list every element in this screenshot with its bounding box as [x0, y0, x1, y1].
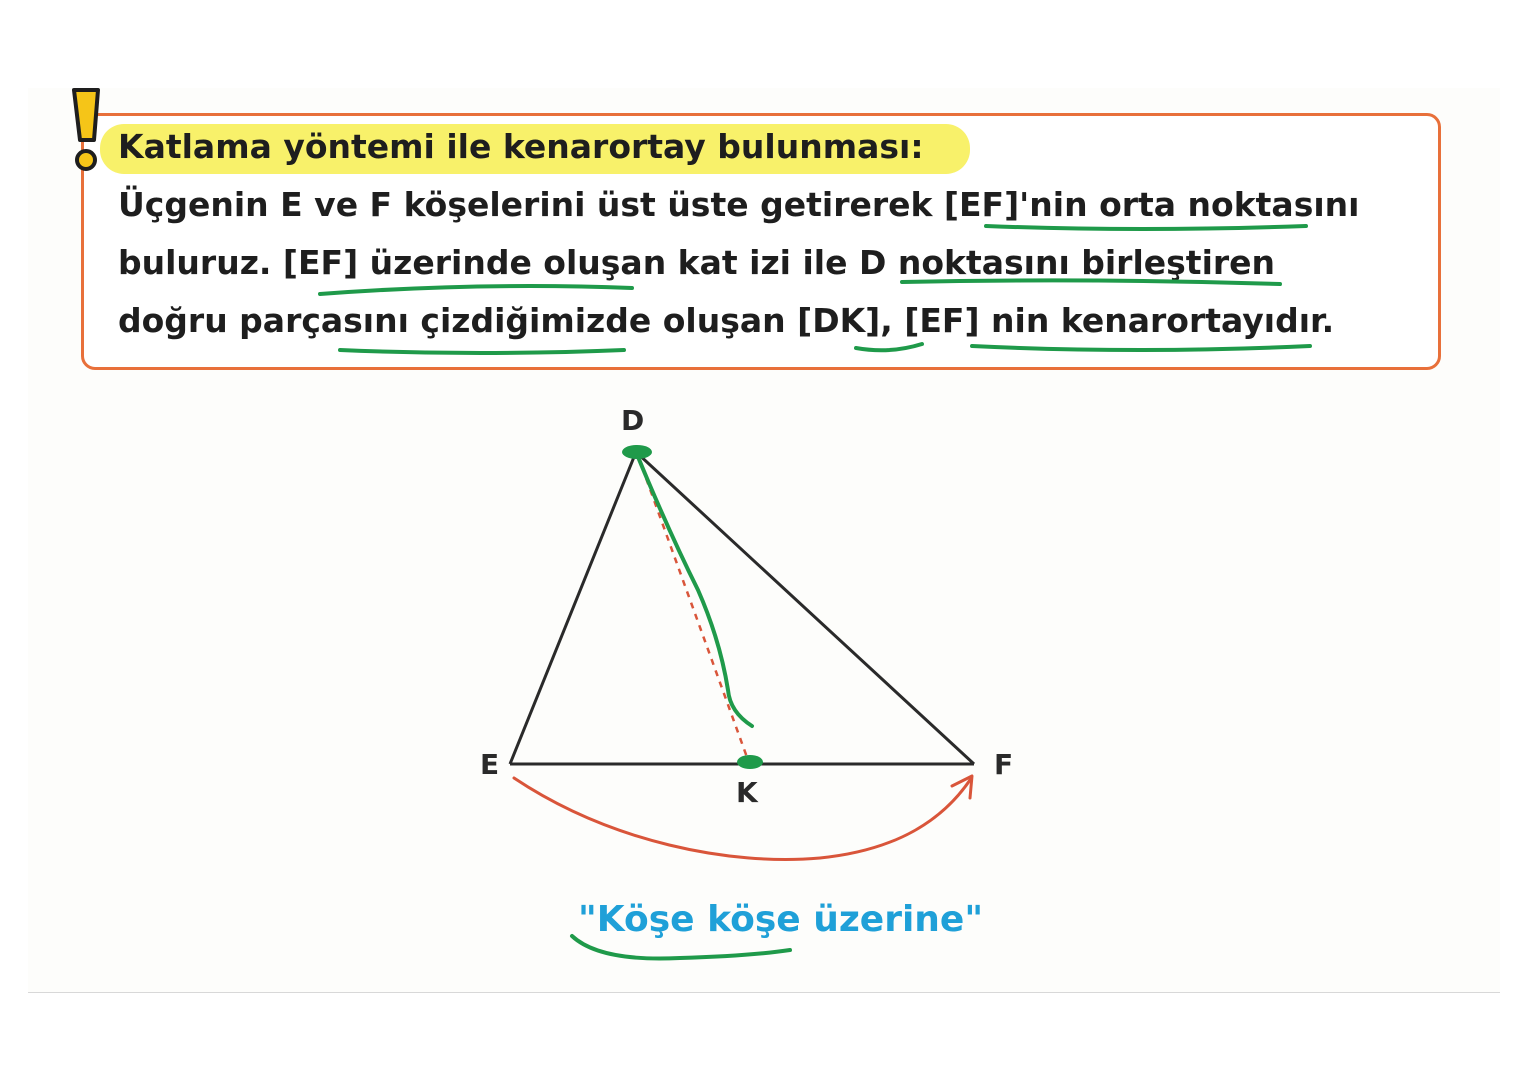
- side-df: [636, 452, 974, 764]
- label-e: E: [480, 748, 500, 781]
- exclamation-icon: [74, 90, 98, 169]
- info-heading: Katlama yöntemi ile kenarortay bulunması:: [118, 127, 924, 166]
- point-k-marker: [737, 755, 763, 769]
- underline-ef-uzerinde-olusan: [320, 286, 632, 294]
- info-line-1: Üçgenin E ve F köşelerini üst üste getirerek [EF]'nin orta noktasını: [118, 185, 1360, 224]
- underline-d-noktasini-birlestiren: [902, 280, 1280, 284]
- fold-caption: "Köşe köşe üzerine": [578, 899, 984, 940]
- underline-dogru-parcasini: [340, 350, 624, 353]
- info-line-3: doğru parçasını çizdiğimizde oluşan [DK], [EF] nin kenarortayıdır.: [118, 301, 1335, 340]
- underline-dk: [856, 344, 922, 350]
- label-f: F: [994, 748, 1014, 781]
- underline-annotations: [320, 226, 1310, 353]
- underline-ef-nin-kenarortayidir: [972, 346, 1310, 350]
- label-d: D: [621, 404, 645, 437]
- info-line-2: buluruz. [EF] üzerinde oluşan kat izi ile D noktasını birleştiren: [118, 243, 1276, 282]
- side-de: [510, 452, 636, 764]
- underline-ef-orta-noktasini: [986, 226, 1306, 229]
- median-dk-dashed: [638, 456, 748, 760]
- label-k: K: [736, 776, 758, 809]
- median-dk-hand-stroke: [636, 452, 752, 726]
- point-d-marker: [622, 445, 652, 459]
